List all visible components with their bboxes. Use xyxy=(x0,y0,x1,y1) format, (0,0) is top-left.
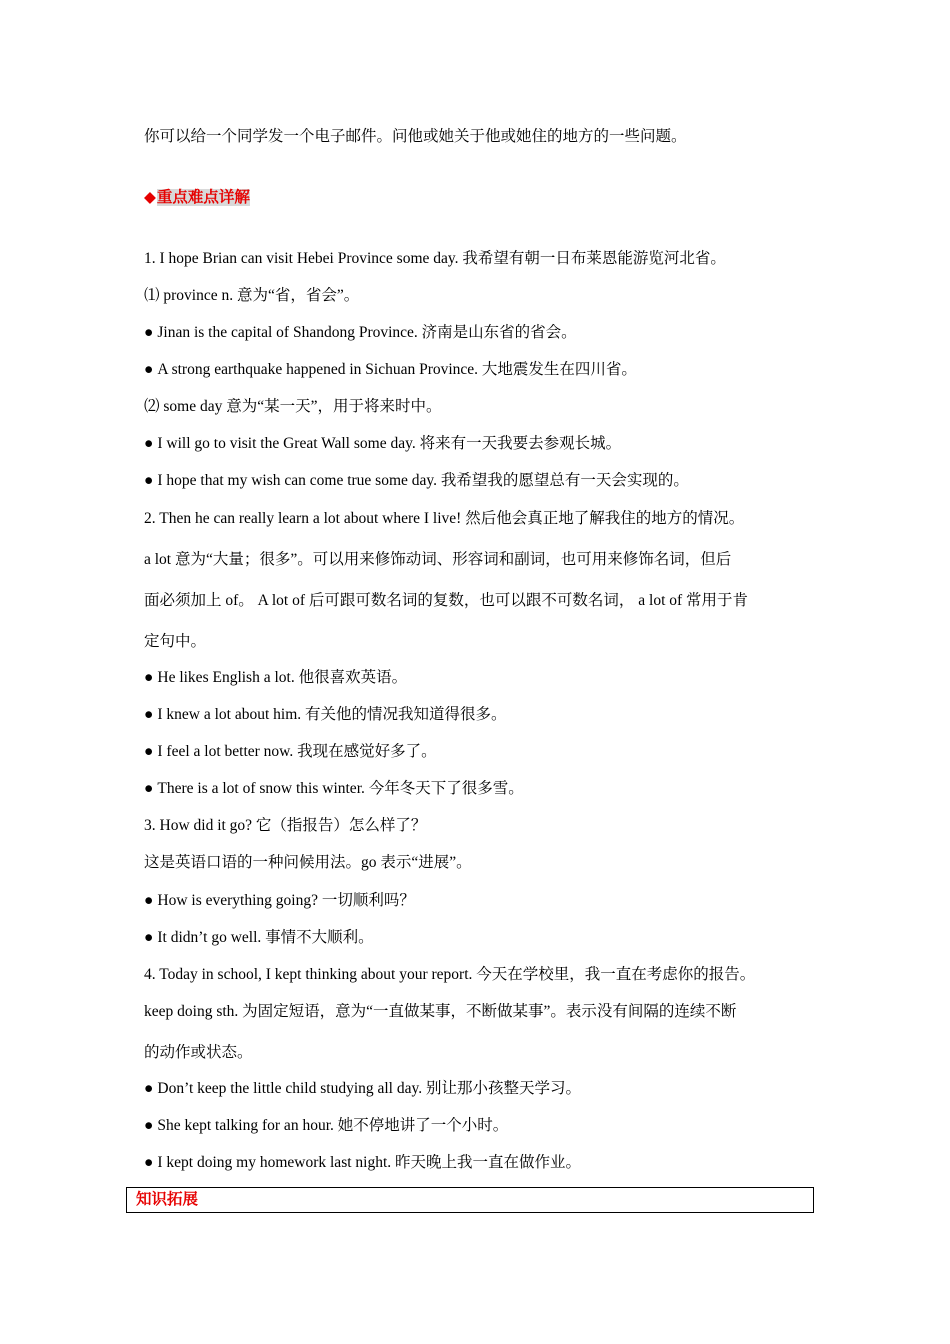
intro-text: 你可以给一个同学发一个电子邮件。问他或她关于他或她住的地方的一些问题。 xyxy=(144,128,687,145)
example-sentence: ● I will go to visit the Great Wall some day. 将来有一天我要去参观长城。 xyxy=(144,434,621,454)
example-sentence: ● He likes English a lot. 他很喜欢英语。 xyxy=(144,668,407,688)
example-sentence: ● It didn’t go well. 事情不大顺利。 xyxy=(144,928,374,948)
explanation-text: 定句中。 xyxy=(144,633,207,650)
explanation-text: a lot 意为“大量；很多”。可以用来修饰动词、形容词和副词，也可用来修饰名词，但后 xyxy=(144,551,732,568)
point-3-title: 3. How did it go? 它（指报告）怎么样了？ xyxy=(144,817,427,834)
section-heading-text: 重点难点详解 xyxy=(156,189,250,206)
knowledge-extension-label: 知识拓展 xyxy=(136,1191,199,1208)
example-sentence: ● I knew a lot about him. 有关他的情况我知道得很多。 xyxy=(144,705,507,725)
point-2-title: 2. Then he can really learn a lot about where I live! 然后他会真正地了解我住的地方的情况。 xyxy=(144,510,745,527)
explanation-text: 面必须加上 of。 A lot of 后可跟可数名词的复数，也可以跟不可数名词， a lot of 常用于肯 xyxy=(144,592,749,609)
explanation-text: 的动作或状态。 xyxy=(144,1044,253,1061)
point-4-title: 4. Today in school, I kept thinking about your report. 今天在学校里，我一直在考虑你的报告。 xyxy=(144,966,756,983)
note-some-day: ⑵ some day 意为“某一天”，用于将来时中。 xyxy=(144,398,442,415)
example-sentence: ● I feel a lot better now. 我现在感觉好多了。 xyxy=(144,742,437,762)
example-sentence: ● I hope that my wish can come true some day. 我希望我的愿望总有一天会实现的。 xyxy=(144,471,689,491)
example-sentence: ● Don’t keep the little child studying all day. 别让那小孩整天学习。 xyxy=(144,1079,581,1099)
example-sentence: ● There is a lot of snow this winter. 今年冬天下了很多雪。 xyxy=(144,779,524,799)
example-sentence: ● She kept talking for an hour. 她不停地讲了一个小时。 xyxy=(144,1116,508,1136)
note-province: ⑴ province n. 意为“省，省会”。 xyxy=(144,287,360,304)
explanation-text: 这是英语口语的一种问候用法。go 表示“进展”。 xyxy=(144,854,472,871)
point-1-title: 1. I hope Brian can visit Hebei Province some day. 我希望有朝一日布莱恩能游览河北省。 xyxy=(144,250,726,267)
diamond-icon: ◆ xyxy=(144,189,156,206)
example-sentence: ● How is everything going? 一切顺利吗？ xyxy=(144,891,415,911)
explanation-text: keep doing sth. 为固定短语，意为“一直做某事，不断做某事”。表示没有间隔的连续不断 xyxy=(144,1003,737,1020)
knowledge-extension-box xyxy=(126,1187,814,1213)
example-sentence: ● A strong earthquake happened in Sichuan Province. 大地震发生在四川省。 xyxy=(144,360,637,380)
section-heading xyxy=(144,188,250,208)
example-sentence: ● Jinan is the capital of Shandong Province. 济南是山东省的省会。 xyxy=(144,323,577,343)
example-sentence: ● I kept doing my homework last night. 昨天晚上我一直在做作业。 xyxy=(144,1153,581,1173)
